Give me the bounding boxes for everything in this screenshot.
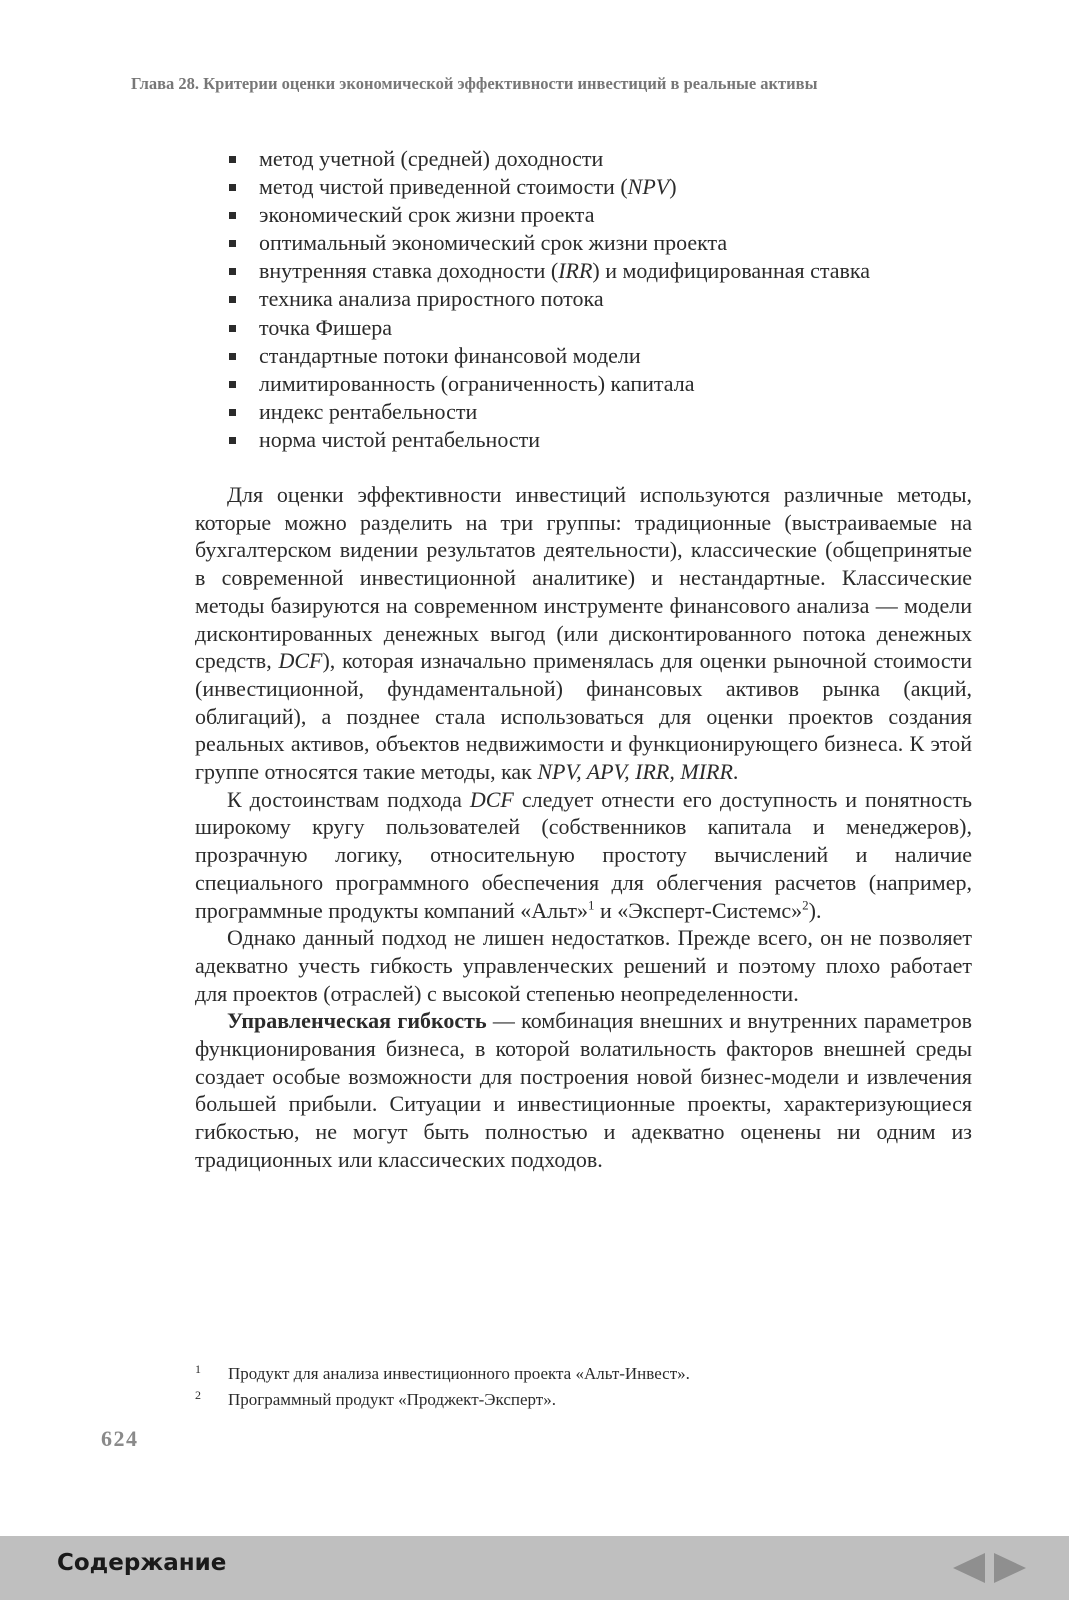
footnote [195,1387,972,1413]
method-abbreviations: NPV, APV, IRR, MIRR [537,759,733,785]
bullet-square-icon [229,409,236,416]
list-item [229,229,870,257]
list-item [229,201,870,229]
bullet-square-icon [229,184,236,191]
footnote-text: Программный продукт «Проджект-Эксперт». [228,1390,556,1409]
list-item-text: метод чистой приведенной стоимости ( [259,174,628,200]
list-item-text: точка Фишера [259,314,393,340]
triangle-right-icon [993,1552,1027,1584]
navigation-bar [0,1536,1069,1600]
footnote [195,1361,972,1387]
list-item [229,398,870,426]
criteria-list [229,145,870,454]
list-item [229,257,870,285]
footnotes [195,1361,972,1413]
paragraph-text: следует отнести его доступность и понятность широкому кругу пользователей (собственников капитала и менеджеров), прозрачную логику, относительную простоту вычислений и наличие специального программного обеспечения для облегчения расчетов (например, программные продукты компаний «Альт» [195,786,972,923]
paragraph-text: — комбинация внешних и внутренних параметров функционирования бизнеса, в которой волатильность факторов внешней среды создает особые возможности для построения новой бизнес-модели и извлечения большей прибыли. Ситуации и инвестиционные проекты, характеризующиеся гибкостью, не могут быть полностью и адекватно оценены ни одним из традиционных или классических подходов. [195,1008,972,1172]
list-item-text: ) и модифицированная ставка [592,258,871,284]
list-item [229,370,870,398]
bullet-square-icon [229,437,236,444]
list-item [229,426,870,454]
list-item-text: стандартные потоки финансовой модели [259,342,641,368]
page-number: 624 [101,1426,139,1451]
bullet-square-icon [229,156,236,163]
bullet-square-icon [229,240,236,247]
paragraph: Однако данный подход не лишен недостатков. Прежде всего, он не позволяет адекватно учесть гибкость управленческих решений и поэтому плохо работает для проектов (отраслей) с высокой степенью неопределенности. [195,925,972,1006]
list-item [229,173,870,201]
previous-page-button[interactable] [952,1552,986,1584]
abbreviation-dcf: DCF [278,648,323,674]
list-item [229,342,870,370]
list-item-text: норма чистой рентабельности [259,426,541,452]
list-item-text: оптимальный экономический срок жизни проекта [259,230,728,256]
footnote-ref[interactable]: 1 [587,897,595,913]
paragraph [195,1007,972,1173]
paragraph-text: К достоинствам подхода [227,786,470,812]
abbreviation-dcf: DCF [469,786,514,812]
contents-button[interactable]: Содержание [57,1550,227,1576]
list-item [229,145,870,173]
list-item-text: внутренняя ставка доходности ( [259,258,559,284]
footnote-number: 2 [195,1388,201,1402]
paragraph-text: ), которая изначально применялась для оценки рыночной стоимости (инвестиционной, фундаментальной) финансовых активов рынка (акций, облигаций), а позднее стала использоваться для оценки проектов создания реальных активов, объектов недвижимости и функционирующего бизнеса. К этой группе относятся такие методы, как [195,648,972,785]
abbreviation-npv: NPV [627,174,670,200]
bullet-square-icon [229,296,236,303]
footnote-text: Продукт для анализа инвестиционного проекта «Альт-Инвест». [228,1364,690,1383]
list-item-text: лимитированность (ограниченность) капитала [259,370,695,396]
defined-term: Управленческая гибкость [227,1008,487,1034]
paragraph-text: Для оценки эффективности инвестиций используются различные методы, которые можно разделить на три группы: традиционные (выстраиваемые на бухгалтерском видении результатов деятельности), классические (общепринятые в современной инвестиционной аналитике) и нестандартные. Классические методы базируются на современном инструменте финансового анализа — модели дисконтированных денежных выгод (или дисконтированного потока денежных средств, [195,482,972,674]
paragraph-text: и «Эксперт-Системс» [594,897,803,923]
body-text [195,481,972,1174]
list-item-text: ) [669,174,677,200]
triangle-left-icon [952,1552,986,1584]
list-item-text: метод учетной (средней) доходности [259,146,604,171]
list-item-text: техника анализа приростного потока [259,286,604,312]
footnote-ref[interactable]: 2 [802,897,809,913]
bullet-square-icon [229,381,236,388]
list-item [229,314,870,342]
bullet-square-icon [229,325,236,332]
paragraph-text: ). [808,897,822,923]
next-page-button[interactable] [993,1552,1027,1584]
bullet-square-icon [229,268,236,275]
list-item-text: индекс рентабельности [259,398,478,424]
footnote-number: 1 [195,1362,201,1376]
running-header: Глава 28. Критерии оценки экономической эффективности инвестиций в реальные активы [131,74,818,93]
paragraph-text: . [732,759,739,785]
paragraph [195,481,972,786]
list-item [229,285,870,313]
bullet-square-icon [229,353,236,360]
list-item-text: экономический срок жизни проекта [259,202,595,228]
abbreviation-irr: IRR [558,258,593,284]
paragraph [195,786,972,925]
bullet-square-icon [229,212,236,219]
